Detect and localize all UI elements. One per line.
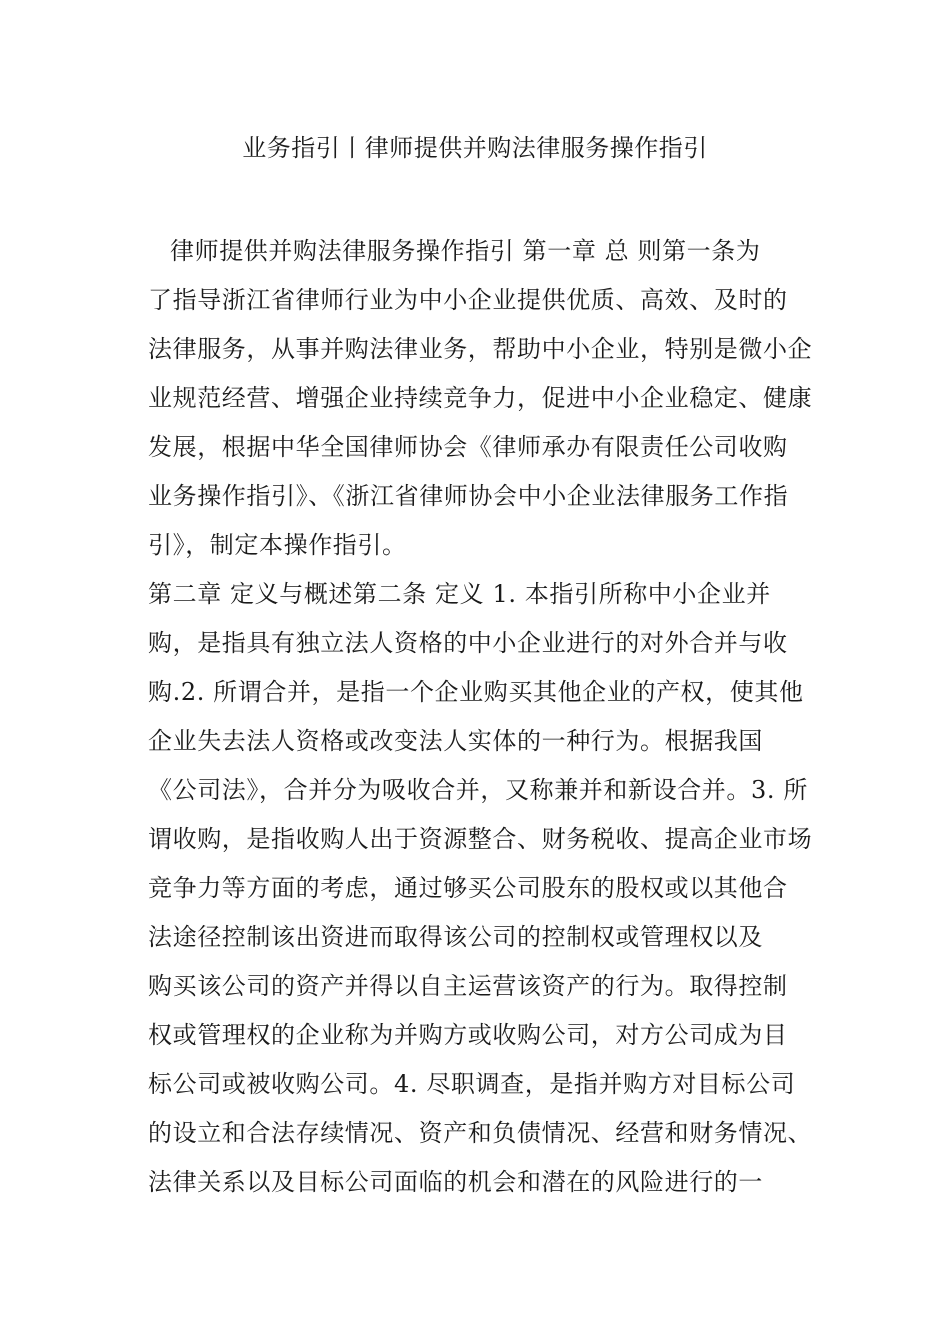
paragraph-line: 法途径控制该出资进而取得该公司的控制权或管理权以及 xyxy=(148,923,763,951)
paragraph-line: 标公司或被收购公司。4. 尽职调查，是指并购方对目标公司 xyxy=(148,1070,796,1098)
paragraph-line: 谓收购，是指收购人出于资源整合、财务税收、提高企业市场 xyxy=(148,825,813,853)
paragraph-line: 企业失去法人资格或改变法人实体的一种行为。根据我国 xyxy=(148,727,763,755)
paragraph-line: 购买该公司的资产并得以自主运营该资产的行为。取得控制 xyxy=(148,972,788,1000)
paragraph-line: 发展，根据中华全国律师协会《律师承办有限责任公司收购 xyxy=(148,433,788,461)
paragraph-line: 的设立和合法存续情况、资产和负债情况、经营和财务情况、 xyxy=(148,1119,813,1147)
paragraph-line: 业务操作指引》、《浙江省律师协会中小企业法律服务工作指 xyxy=(148,482,789,510)
paragraph-line: 《公司法》，合并分为吸收合并，又称兼并和新设合并。3. 所 xyxy=(148,776,808,804)
paragraph-line: 购，是指具有独立法人资格的中小企业进行的对外合并与收 xyxy=(148,629,788,657)
paragraph-line: 购.2. 所谓合并，是指一个企业购买其他企业的产权，使其他 xyxy=(148,678,804,706)
paragraph-line: 律师提供并购法律服务操作指引 第一章 总 则第一条为 xyxy=(170,237,761,265)
paragraph-line: 业规范经营、增强企业持续竞争力，促进中小企业稳定、健康 xyxy=(148,384,813,412)
paragraph-line: 法律服务，从事并购法律业务，帮助中小企业，特别是微小企 xyxy=(148,335,813,363)
document-title: 业务指引丨律师提供并购法律服务操作指引 xyxy=(242,134,708,162)
paragraph-line: 竞争力等方面的考虑，通过够买公司股东的股权或以其他合 xyxy=(148,874,788,902)
chapter-heading-line: 第二章 定义与概述第二条 定义 1. 本指引所称中小企业并 xyxy=(148,580,771,608)
paragraph-line: 权或管理权的企业称为并购方或收购公司，对方公司成为目 xyxy=(148,1021,788,1049)
paragraph-line: 了指导浙江省律师行业为中小企业提供优质、高效、及时的 xyxy=(148,286,788,314)
paragraph-line: 引》，制定本操作指引。 xyxy=(148,531,407,559)
paragraph-line: 法律关系以及目标公司面临的机会和潜在的风险进行的一 xyxy=(148,1168,763,1196)
